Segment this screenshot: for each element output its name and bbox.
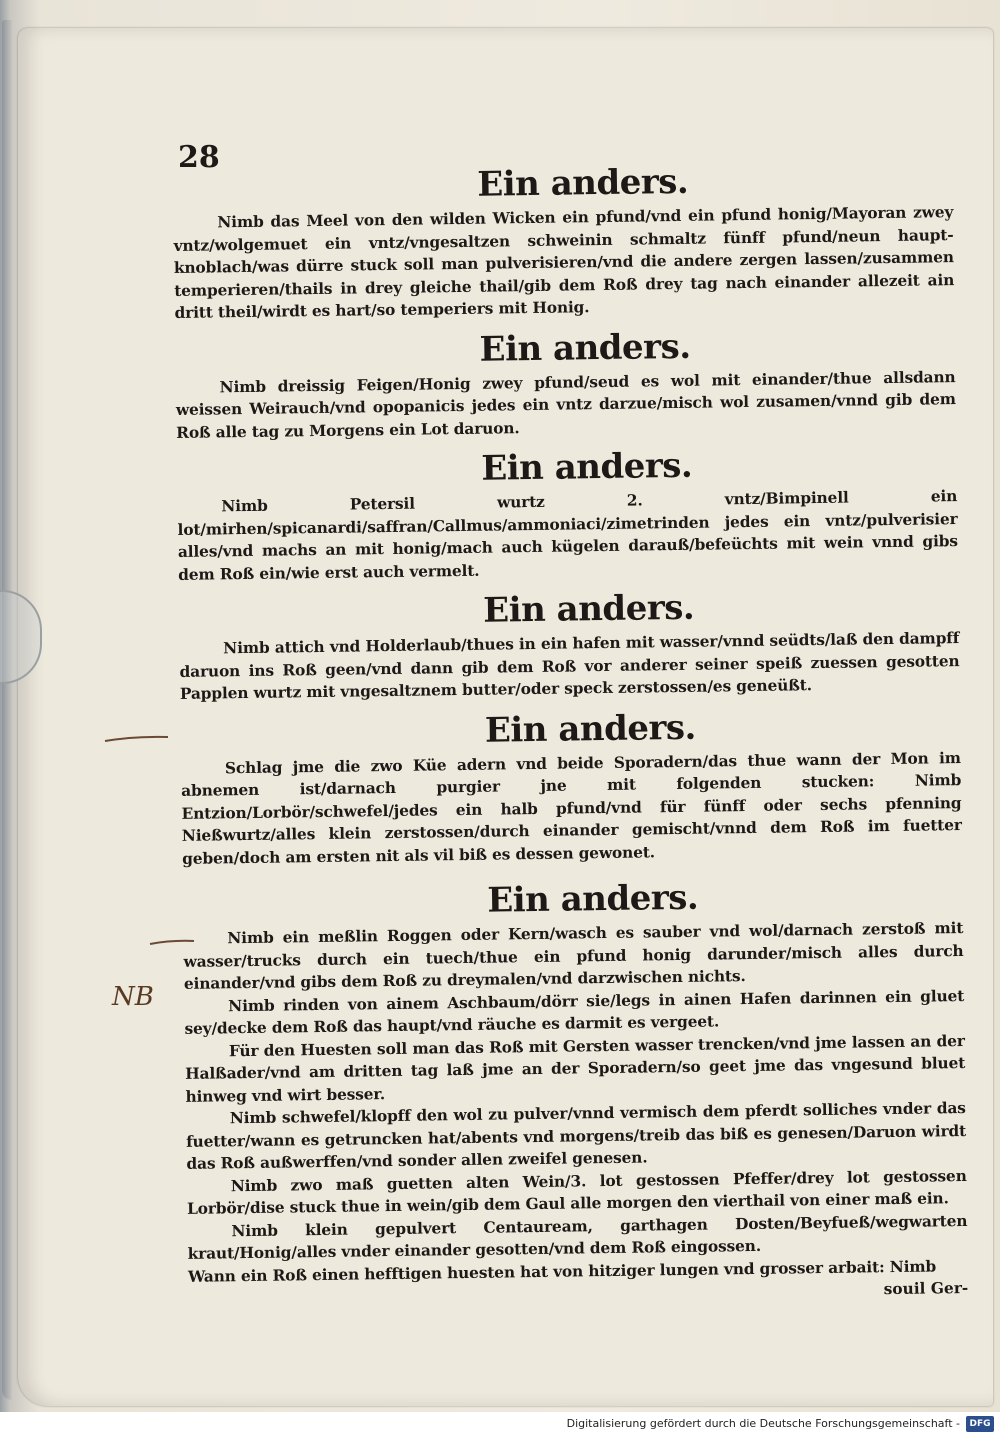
paragraph: Wann ein Roß einen hefftigen huesten hat von hitziger lungen vnd grosser arbait: Nimb	[187, 1256, 937, 1286]
section-heading: Ein anders.	[477, 161, 689, 205]
section-heading: Ein anders.	[481, 445, 693, 489]
paragraph: Für den Huesten soll man das Roß mit Gersten wasser trencken/vnd jme lassen an der Halßader/vnd am dritten tag laß jme an der Sporadern/so geet jme das vngesund bluet hinweg vnd wirt besser.	[185, 1031, 966, 1106]
margin-note: NB	[112, 982, 154, 1012]
paragraph: Nimb rinden von ainem Aschbaum/dörr sie/legs in ainen Hafen darinnen ein gluet sey/decke dem Roß das haupt/vnd räuche es darmit es vergeet.	[184, 986, 965, 1038]
paragraph: Nimb klein gepulvert Centauream, garthagen Dosten/Beyfueß/wegwarten kraut/Honig/alles vnder einander gesotten/vnd dem Roß eingossen.	[187, 1211, 968, 1263]
paragraph: Nimb schwefel/klopff den wol zu pulver/vnnd vermisch dem pferdt solliches vnder das fuetter/wann es getruncken hat/abents vnd morgens/treib das biß es genesen/Daruon wirdt das Roß außwerffen/vnd sonder allen zweifel genesen.	[185, 1099, 967, 1173]
paragraph: Nimb Petersil wurtz 2. vntz/Bimpinell ein lot/mirhen/spicanardi/saffran/Callmus/ammoniaci/zimetrinden jedes ein vntz/pulverisier alles/vnd machs an mit honig/mach auch kügelen darauß/befeüchts mit wein vnnd gibs dem Roß ein/wie erst auch vermelt.	[177, 487, 958, 584]
dfg-logo-icon: DFG	[966, 1416, 994, 1432]
page-number: 28	[178, 140, 220, 175]
catchword: souil Ger-	[883, 1278, 969, 1299]
section-heading: Ein anders.	[487, 877, 699, 921]
section-heading: Ein anders.	[482, 587, 695, 631]
paragraph: Nimb dreissig Feigen/Honig zwey pfund/seud es wol mit einander/thue allsdann weissen Weirauch/vnd opopanicis jedes ein vntz darzue/misch wol zusamen/vnnd gib dem Roß alle tag zu Morgens ein Lot daruon.	[175, 367, 956, 442]
section-heading: Ein anders.	[484, 707, 697, 751]
paragraph: Nimb ein meßlin Roggen oder Kern/wasch es sauber vnd wol/darnach zerstoß mit wasser/trucks durch ein tuech/thue ein pfund honig darunder/misch alles durch einander/vnd gibs dem Roß zu dreymalen/vnd darzwischen nichts.	[183, 919, 964, 993]
text-block	[172, 119, 968, 1310]
funding-notice: Digitalisierung gefördert durch die Deutsche Forschungsgemeinschaft -	[566, 1417, 960, 1430]
footer-bar	[0, 1412, 1000, 1438]
paragraph: Nimb das Meel von den wilden Wicken ein pfund/vnd ein pfund honig/Mayoran zwey vntz/wolgemuet ein vntz/vngesaltzen schweinin schmaltz fünff pfund/neun haupt-knoblach/was dürre stuck soll man pulverisieren/vnd die andere zergen lassen/zusammen temperieren/thails in drey gleiche thail/gib dem Roß drey tag nach einander allezeit ain dritt theil/wirdt es hart/so temperiers mit Honig.	[173, 203, 955, 322]
paragraph: Nimb zwo maß guetten alten Wein/3. lot gestossen Pfeffer/drey lot gestossen Lorbör/dise stuck thue in wein/gib dem Gaul alle morgen den vierthail von einer maß ein.	[186, 1166, 967, 1218]
paragraph: Nimb attich vnd Holderlaub/thues in ein hafen mit wasser/vnnd seüdts/laß den dampff daruon ins Roß geen/vnd dann gib dem Roß vor anderer seiner speiß zuessen gesotten Papplen wurtz mit vngesaltznem butter/oder speck zerstossen/es geneüßt.	[179, 629, 960, 703]
section-heading: Ein anders.	[479, 326, 691, 370]
paragraph: Schlag jme die zwo Küe adern vnd beide Sporadern/das thue wann der Mon im abnemen ist/darnach purgier jne mit folgenden stucken: Nimb Entzion/Lorbör/schwefel/jedes ein halb pfund/vnd für fünff oder sechs pfenning Nießwurtz/alles klein zerstossen/durch einander gemischt/vnnd dem Roß im fuetter geben/doch am ersten nit als vil biß es dessen gewonet.	[181, 748, 962, 868]
